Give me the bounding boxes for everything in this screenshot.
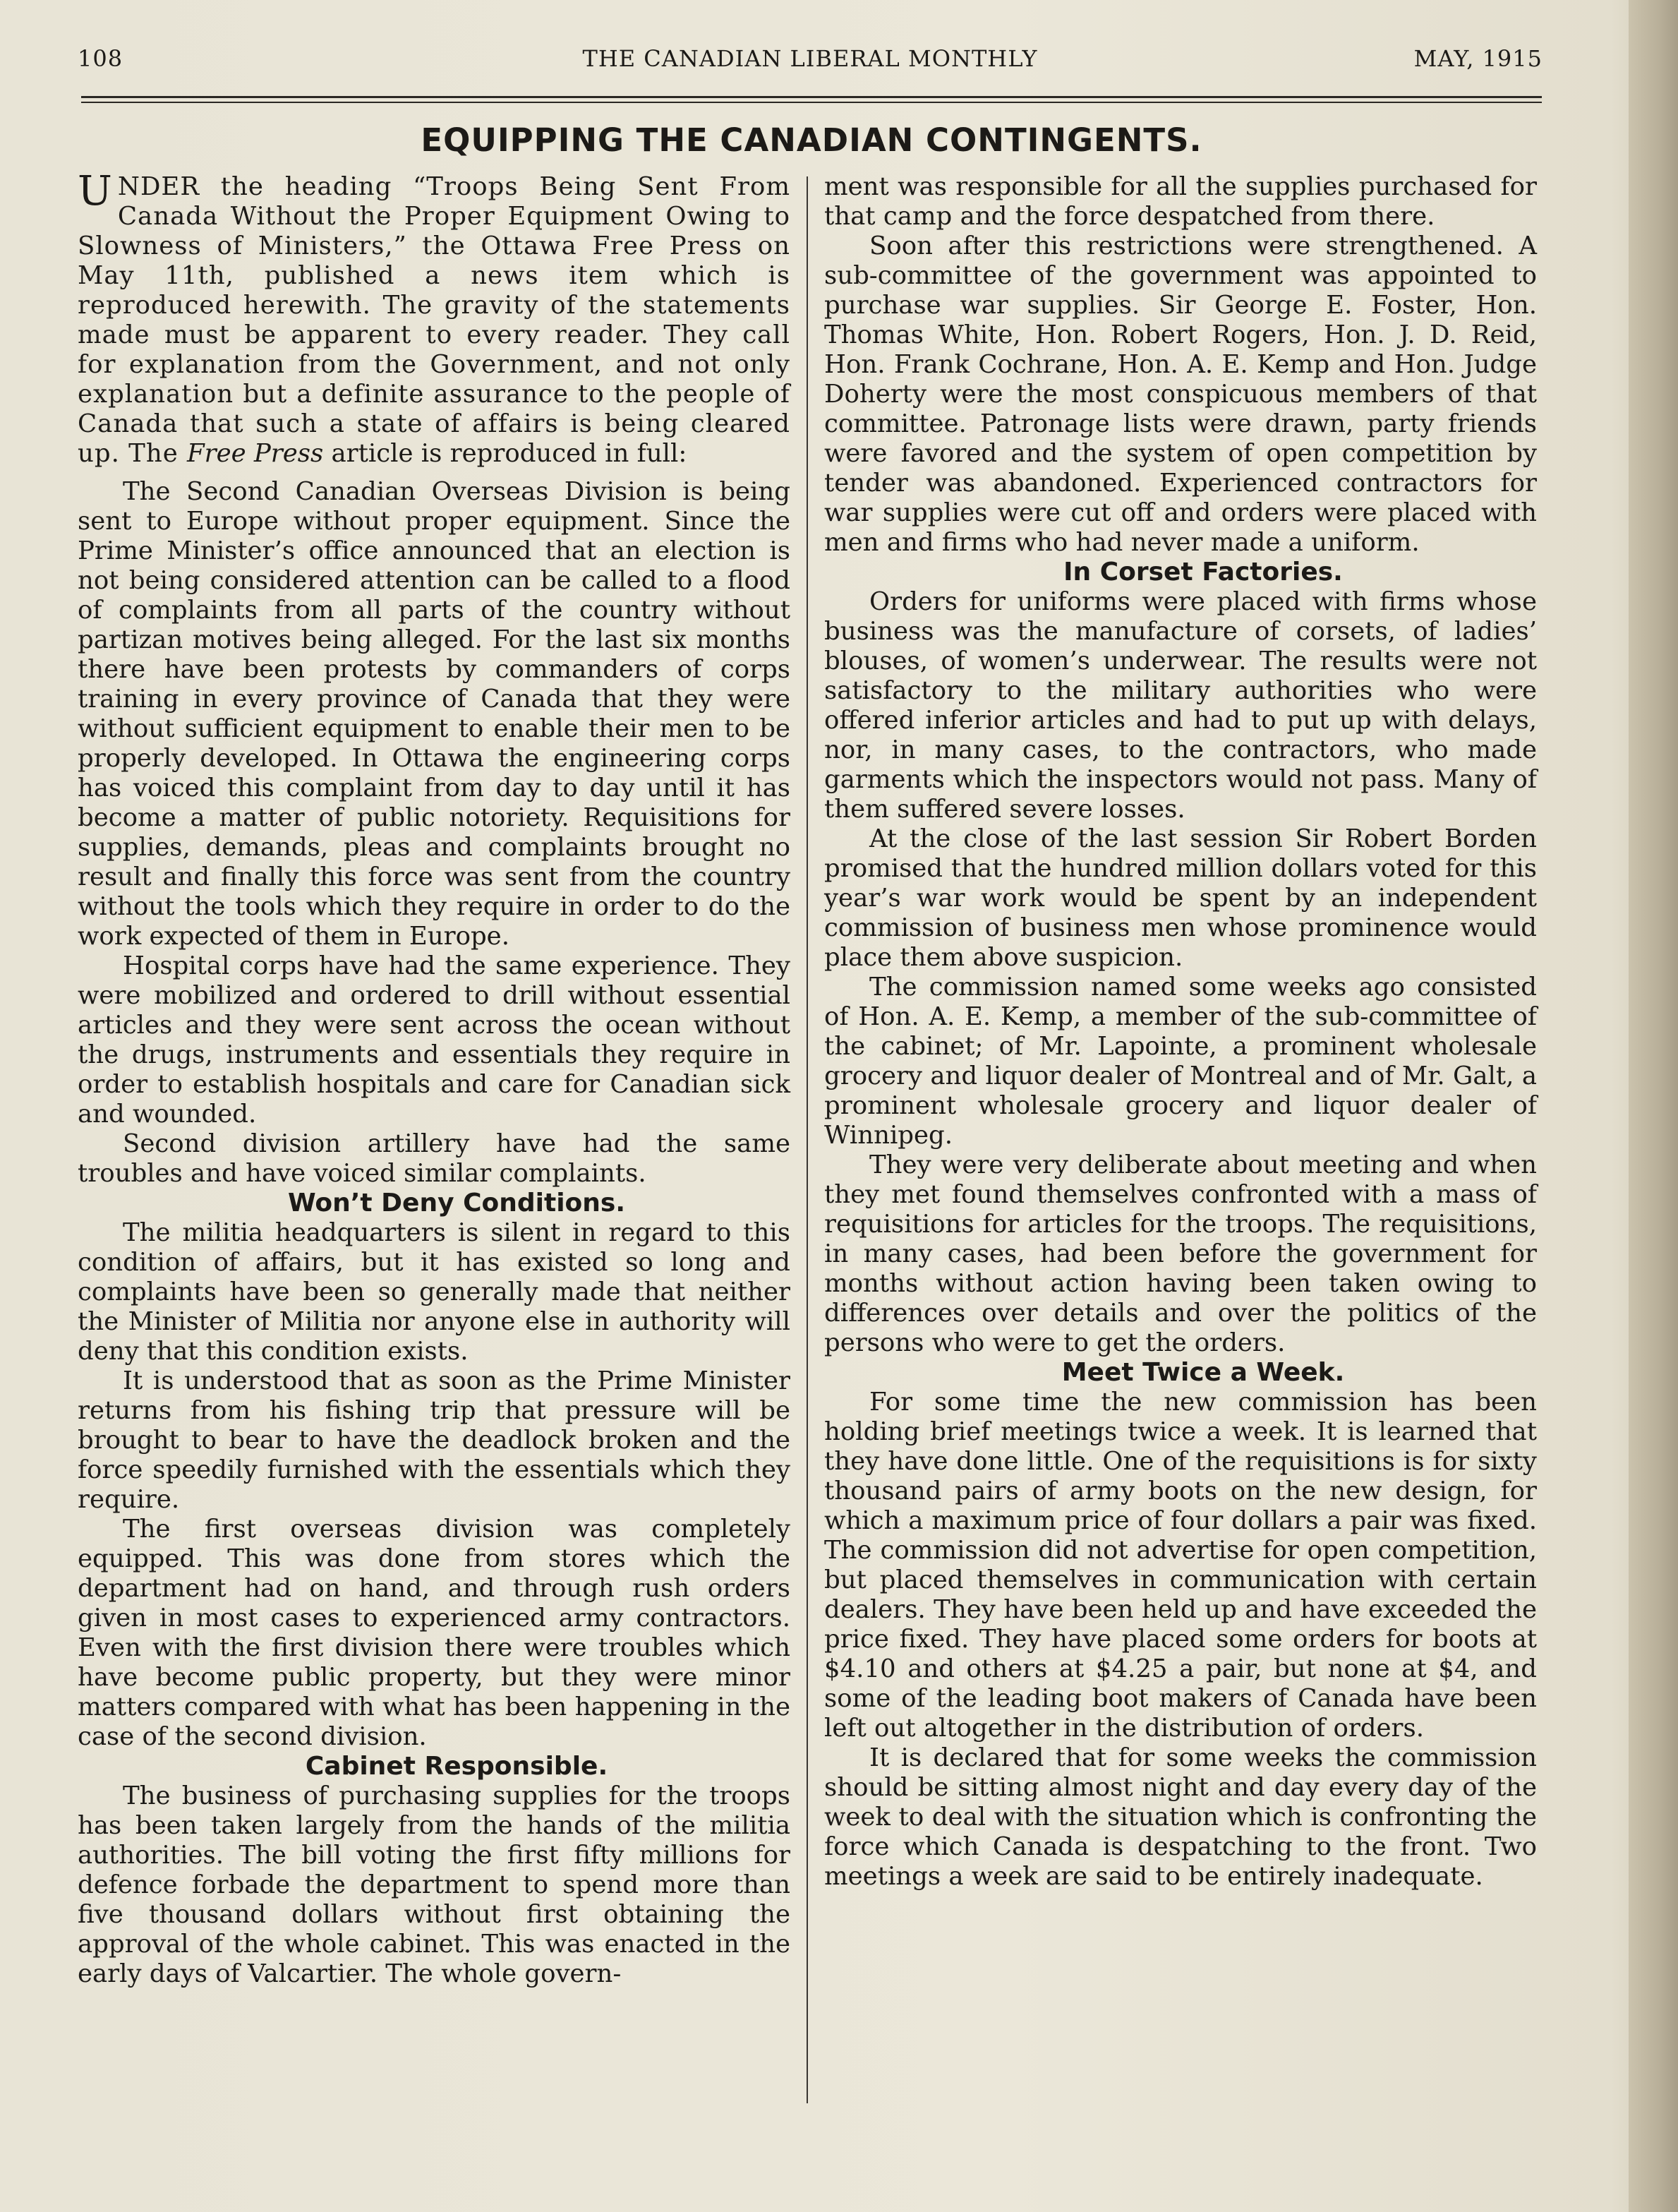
- page-number: 108: [78, 45, 123, 72]
- running-head: [78, 45, 1543, 80]
- column-divider: [807, 176, 808, 2103]
- issue-date: MAY, 1915: [1413, 45, 1543, 72]
- paragraph: The commission named some weeks ago consisted of Hon. A. E. Kemp, a member of the sub-committee of the cabinet; of Mr. Lapointe, a prominent wholesale grocery and liquor dealer of Montreal and of Mr. Galt, a prominent wholesale grocery and liquor dealer of Winnipeg.: [824, 973, 1537, 1150]
- paragraph: Hospital corps have had the same experience. They were mobilized and ordered to drill without essential articles and they were sent across the ocean without the drugs, instruments and essentials they require in order to establish hospitals and care for Canadian sick and wounded.: [78, 951, 790, 1129]
- paragraph: They were very deliberate about meeting and when they met found themselves confronted with a mass of requisitions for articles for the troops. The requisitions, in many cases, had been before the government for months without action having been taken owing to differences over details and over the politics of the persons who were to get the orders.: [824, 1150, 1537, 1357]
- subheading-cabinet: Cabinet Responsible.: [305, 1752, 608, 1781]
- right-column: [824, 172, 1537, 1892]
- paragraph-continued: ment was responsible for all the supplies purchased for that camp and the force despatched from there.: [824, 172, 1537, 231]
- paragraph: The first overseas division was completely equipped. This was done from stores which the department had on hand, and through rush orders given in most cases to experienced army contractors. Even with the first division there were troubles which have become public property, but they were minor matters compared with what has been happening in the case of the second division.: [78, 1515, 790, 1751]
- intro-text-b: article is reproduced in full:: [323, 439, 687, 468]
- paragraph: The Second Canadian Overseas Division is being sent to Europe without proper equipment. Since the Prime Minister’s office announced that an election is not being considered attention can be called to a flood of complaints from all parts of the country without partizan motives being alleged. For the last six months there have been protests by commanders of corps training in every province of Canada that they were without sufficient equipment to enable their men to be properly developed. In Ottawa the engineering corps has voiced this complaint from day to day until it has become a matter of public notoriety. Requisitions for supplies, demands, pleas and complaints brought no result and finally this force was sent from the country without the tools which they require in order to do the work expected of them in Europe.: [78, 477, 790, 951]
- drop-cap: U: [78, 167, 112, 215]
- page-spine-shadow: [1629, 0, 1678, 2212]
- intro-text-a: NDER the heading “Troops Being Sent From Canada Without the Proper Equipment Owing to Slowness of Ministers,” the Ottawa Free Press on May 11th, published a news item which is reproduced herewith. The gravity of the statements made must be apparent to every reader. They call for explanation from the Government, and not only explanation but a definite assurance to the people of Canada that such a state of affairs is being cleared up. The: [78, 172, 790, 468]
- paragraph: Second division artillery have had the same troubles and have voiced similar complaints.: [78, 1129, 790, 1188]
- paragraph: At the close of the last session Sir Robert Borden promised that the hundred million dollars voted for this year’s war work would be spent by an independent commission of business men whose prominence would place them above suspicion.: [824, 824, 1537, 972]
- paragraph: The business of purchasing supplies for the troops has been taken largely from the hands of the militia authorities. The bill voting the first fifty millions for defence forbade the department to spend more than five thousand dollars without first obtaining the approval of the whole cabinet. This was enacted in the early days of Valcartier. The whole govern-: [78, 1781, 790, 1988]
- article-title: EQUIPPING THE CANADIAN CONTINGENTS.: [421, 121, 1202, 159]
- subheading-corset: In Corset Factories.: [1063, 558, 1343, 587]
- header-rule: [81, 96, 1542, 98]
- publication-title: THE CANADIAN LIBERAL MONTHLY: [582, 45, 1038, 72]
- subheading-wont-deny: Won’t Deny Conditions.: [287, 1189, 626, 1218]
- paragraph: Soon after this restrictions were strengthened. A sub-committee of the government was appointed to purchase war supplies. Sir George E. Foster, Hon. Thomas White, Hon. Robert Rogers, Hon. J. D. Reid, Hon. Frank Cochrane, Hon. A. E. Kemp and Hon. Judge Doherty were the most conspicuous members of that committee. Patronage lists were drawn, party friends were favored and the system of open competition by tender was abandoned. Experienced contractors for war supplies were cut off and orders were placed with men and firms who had never made a uniform.: [824, 232, 1537, 557]
- paragraph: It is declared that for some weeks the commission should be sitting almost night and day every day of the week to deal with the situation which is confronting the force which Canada is despatching to the front. Two meetings a week are said to be entirely inadequate.: [824, 1743, 1537, 1891]
- paragraph: The militia headquarters is silent in regard to this condition of affairs, but it has existed so long and complaints have been so generally made that neither the Minister of Militia nor anyone else in authority will deny that this condition exists.: [78, 1218, 790, 1366]
- left-column: [78, 167, 790, 1989]
- intro-paragraph: [78, 167, 790, 469]
- paragraph: It is understood that as soon as the Prime Minister returns from his fishing trip that pressure will be brought to bear to have the deadlock broken and the force speedily furnished with the essentials which they require.: [78, 1366, 790, 1514]
- paragraph: For some time the new commission has been holding brief meetings twice a week. It is learned that they have done little. One of the requisitions is for sixty thousand pairs of army boots on the new design, for which a maximum price of four dollars a pair was fixed. The commission did not advertise for open competition, but placed themselves in communication with certain dealers. They have been held up and have exceeded the price fixed. They have placed some orders for boots at $4.10 and others at $4.25 a pair, but none at $4, and some of the leading boot makers of Canada have been left out altogether in the distribution of orders.: [824, 1388, 1537, 1743]
- header-rule-thin: [81, 102, 1542, 103]
- subheading-twice: Meet Twice a Week.: [1061, 1358, 1345, 1387]
- paragraph: Orders for uniforms were placed with firms whose business was the manufacture of corsets, of ladies’ blouses, of women’s underwear. The results were not satisfactory to the military authorities who were offered inferior articles and had to put up with delays, nor, in many cases, to the contractors, who made garments which the inspectors would not pass. Many of them suffered severe losses.: [824, 587, 1537, 824]
- intro-italic: Free Press: [187, 439, 324, 468]
